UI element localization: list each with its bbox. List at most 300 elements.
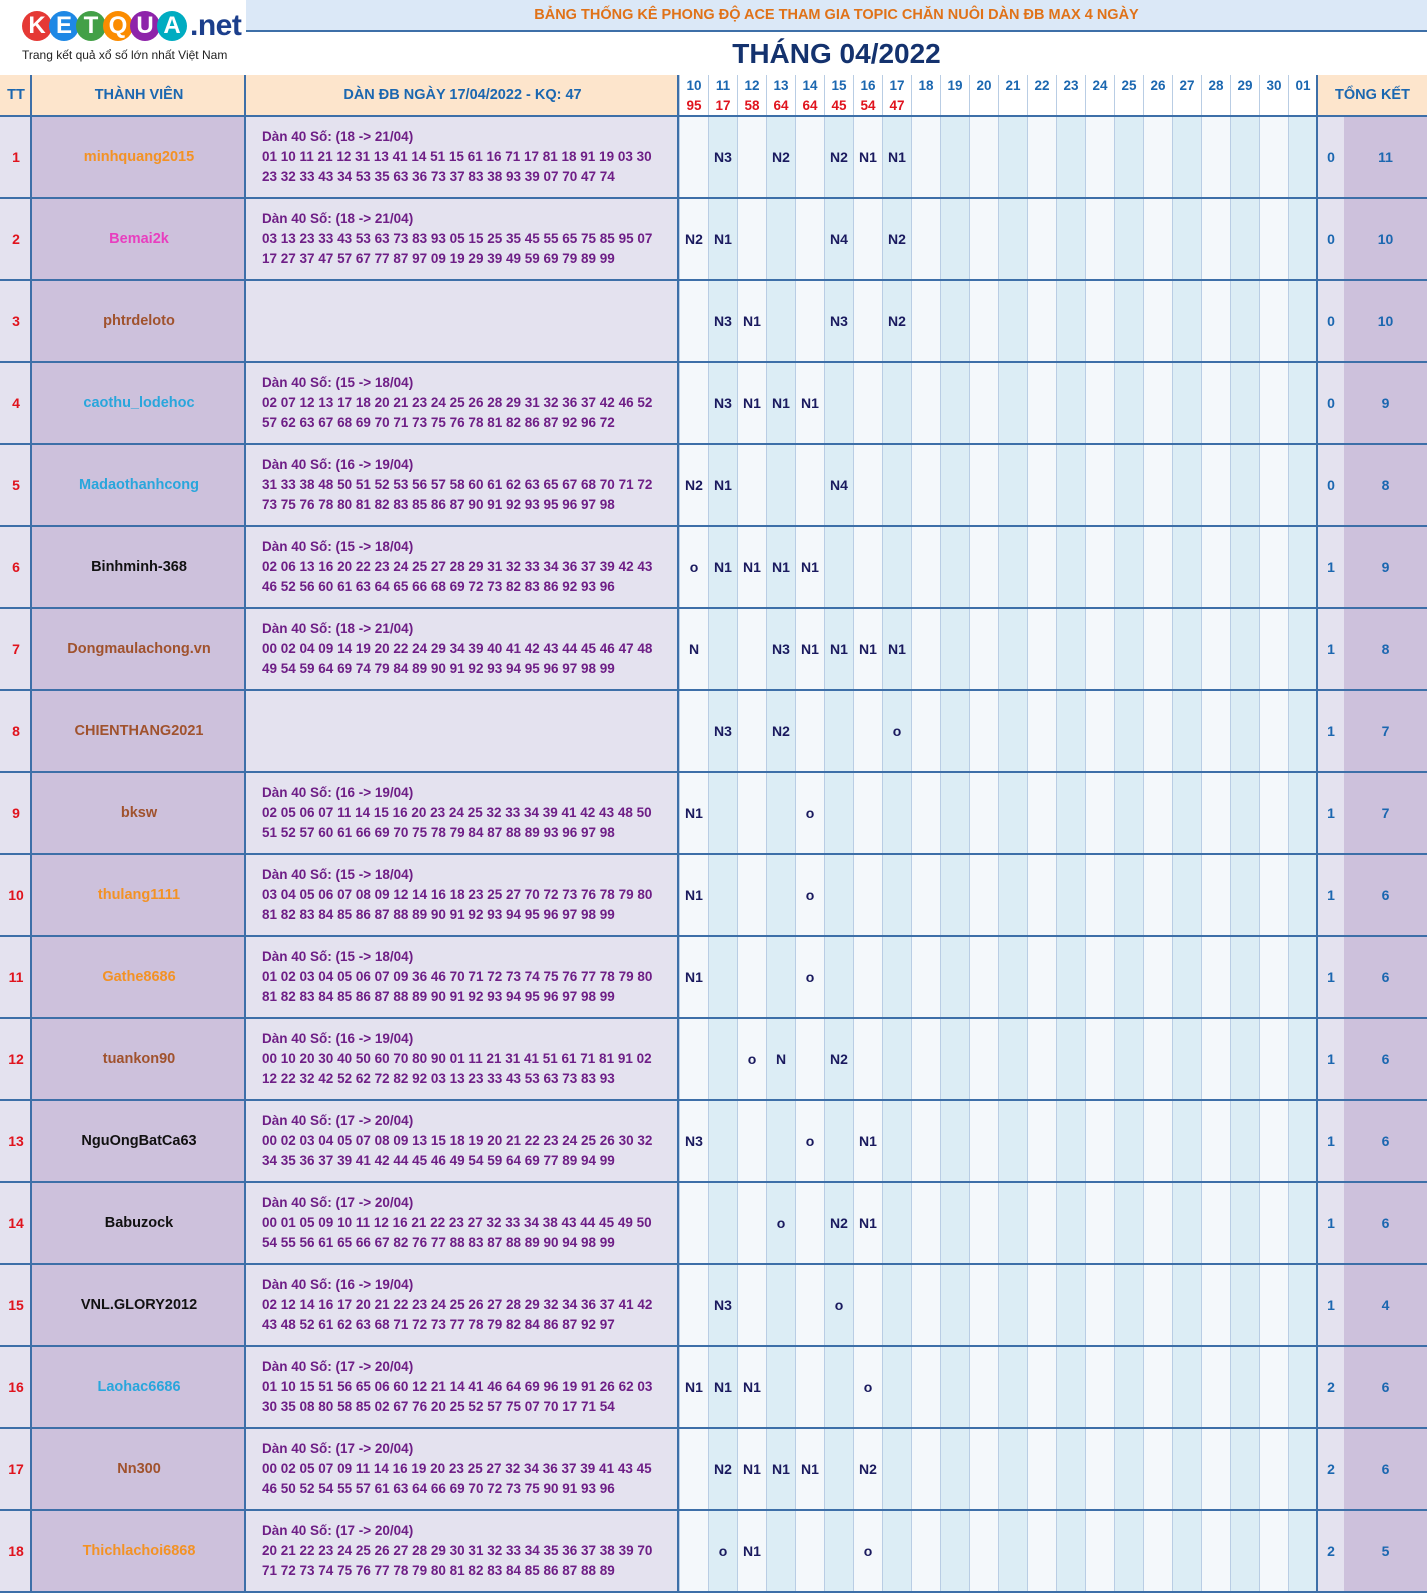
dan-text [262,1111,652,1171]
day-mark [766,1347,795,1427]
day-mark [1201,773,1230,853]
day-mark [969,855,998,935]
day-header: 22 [1027,75,1056,96]
day-mark [1230,1265,1259,1345]
day-mark [1172,937,1201,1017]
day-mark [1172,445,1201,525]
row-number: 7 [0,609,32,689]
day-mark [1143,773,1172,853]
day-header: 15 [824,75,853,96]
day-result [969,96,998,115]
day-mark: N2 [824,1183,853,1263]
day-mark [1201,937,1230,1017]
day-mark [882,937,911,1017]
dan-line2: 46 52 56 60 61 63 64 65 66 68 69 72 73 82 83 86 92 93 96 [262,579,615,594]
day-mark [853,363,882,443]
day-mark [1172,691,1201,771]
day-mark: N1 [679,855,708,935]
dan-text [262,1521,652,1581]
day-mark: o [766,1183,795,1263]
day-header: 14 [795,75,824,96]
day-mark [795,1019,824,1099]
summary-total: 6 [1344,1183,1427,1263]
day-mark [1143,1265,1172,1345]
row-number: 15 [0,1265,32,1345]
day-mark [1114,1183,1143,1263]
member-name: Madaothanhcong [32,445,246,525]
day-mark [766,445,795,525]
summary-misses: 2 [1318,1429,1344,1509]
summary-misses: 1 [1318,937,1344,1017]
day-mark [1114,445,1143,525]
dan-line2: 12 22 32 42 52 62 72 82 92 03 13 23 33 43 53 63 73 83 93 [262,1071,615,1086]
dan-line1: 02 07 12 13 17 18 20 21 23 24 25 26 28 29 31 32 36 37 42 46 52 [262,395,653,410]
dan-text [262,947,652,1007]
day-mark [795,199,824,279]
day-mark [998,1265,1027,1345]
dan-numbers [246,691,679,771]
day-mark: o [795,937,824,1017]
dan-line1: 01 10 11 21 12 31 13 41 14 51 15 61 16 71 17 81 18 91 19 03 30 [262,149,652,164]
day-mark [1259,199,1288,279]
header-dan: DÀN ĐB NGÀY 17/04/2022 - KQ: 47 [246,75,679,115]
day-result: 54 [853,96,882,115]
day-mark [1201,855,1230,935]
summary-misses: 1 [1318,1183,1344,1263]
day-mark [1085,691,1114,771]
row-number: 17 [0,1429,32,1509]
member-name: bksw [32,773,246,853]
day-mark [1201,1019,1230,1099]
summary-total: 10 [1344,199,1427,279]
dan-text [262,373,652,433]
day-header: 24 [1085,75,1114,96]
dan-title: Dàn 40 Số: (18 -> 21/04) [262,129,414,144]
day-mark [1085,1429,1114,1509]
day-mark [1056,1511,1085,1591]
day-mark [1085,199,1114,279]
day-mark [969,1511,998,1591]
dan-numbers [246,855,679,935]
dan-text [262,455,652,515]
dan-title: Dàn 40 Số: (17 -> 20/04) [262,1113,414,1128]
header-summary: TỔNG KẾT [1318,75,1427,115]
day-mark [824,363,853,443]
day-mark [824,1511,853,1591]
dan-line2: 71 72 73 74 75 76 77 78 79 80 81 82 83 84 85 86 87 88 89 [262,1563,615,1578]
day-mark: N1 [679,773,708,853]
day-mark [911,1429,940,1509]
day-mark [1172,1511,1201,1591]
day-mark [679,1265,708,1345]
day-mark [969,281,998,361]
summary-misses: 1 [1318,1019,1344,1099]
summary-total: 8 [1344,445,1427,525]
day-mark [766,1511,795,1591]
day-mark [1114,363,1143,443]
day-mark [1056,117,1085,197]
day-mark [1143,855,1172,935]
day-mark: N1 [737,1429,766,1509]
day-header: 16 [853,75,882,96]
day-mark [940,527,969,607]
dan-line2: 51 52 57 60 61 66 69 70 75 78 79 84 87 88 89 93 96 97 98 [262,825,615,840]
column-divider [1316,75,1318,1593]
member-name: Babuzock [32,1183,246,1263]
dan-title: Dàn 40 Số: (16 -> 19/04) [262,1031,414,1046]
day-mark: N1 [737,281,766,361]
day-mark: N2 [824,117,853,197]
day-mark [1201,117,1230,197]
logo-letter: Q [103,11,133,41]
dan-text [262,1439,652,1499]
day-mark [969,1019,998,1099]
member-name: Binhminh-368 [32,527,246,607]
day-result [1143,96,1172,115]
day-header: 28 [1201,75,1230,96]
day-mark [1114,527,1143,607]
day-mark [1288,773,1317,853]
day-mark: N3 [708,363,737,443]
day-mark [1288,691,1317,771]
dan-line1: 20 21 22 23 24 25 26 27 28 29 30 31 32 33 34 35 36 37 38 39 70 [262,1543,653,1558]
day-mark [940,281,969,361]
dan-title: Dàn 40 Số: (15 -> 18/04) [262,867,414,882]
day-mark [679,281,708,361]
day-mark [795,1511,824,1591]
row-number: 10 [0,855,32,935]
day-mark [1056,281,1085,361]
day-mark [1230,527,1259,607]
day-mark [940,773,969,853]
day-mark [1172,117,1201,197]
day-mark [969,691,998,771]
day-mark [1085,445,1114,525]
day-mark: N1 [737,527,766,607]
day-mark [1056,1265,1085,1345]
dan-text [262,865,652,925]
dan-title: Dàn 40 Số: (15 -> 18/04) [262,539,414,554]
dan-numbers [246,1511,679,1591]
day-mark [1056,937,1085,1017]
day-mark: N1 [824,609,853,689]
dan-line1: 01 02 03 04 05 06 07 09 36 46 70 71 72 73 74 75 76 77 78 79 80 [262,969,653,984]
day-mark [1114,1511,1143,1591]
day-mark [1027,1347,1056,1427]
summary-total: 6 [1344,1101,1427,1181]
day-mark [1230,445,1259,525]
day-mark [1230,199,1259,279]
month-title: THÁNG 04/2022 [246,32,1427,75]
day-mark [969,199,998,279]
day-mark [1027,117,1056,197]
day-mark [1085,855,1114,935]
day-mark [795,1265,824,1345]
day-mark [1201,691,1230,771]
day-mark: N2 [679,445,708,525]
day-mark [940,609,969,689]
day-result [1172,96,1201,115]
day-mark [998,855,1027,935]
day-mark [1114,691,1143,771]
day-mark: N1 [708,445,737,525]
dan-line1: 02 06 13 16 20 22 23 24 25 27 28 29 31 32 33 34 36 37 39 42 43 [262,559,653,574]
dan-numbers [246,1019,679,1099]
day-header: 10 [679,75,708,96]
day-mark: o [795,773,824,853]
day-mark [998,117,1027,197]
day-mark [1172,1265,1201,1345]
day-mark [737,1101,766,1181]
day-mark [1259,691,1288,771]
day-mark [795,117,824,197]
day-mark [969,1265,998,1345]
dan-numbers [246,281,679,361]
day-mark: o [708,1511,737,1591]
dan-text [262,619,652,679]
day-result [1230,96,1259,115]
day-header: 18 [911,75,940,96]
day-mark [1114,281,1143,361]
day-result [911,96,940,115]
day-mark [911,445,940,525]
row-number: 12 [0,1019,32,1099]
day-mark [737,117,766,197]
day-mark: N3 [708,117,737,197]
dan-title: Dàn 40 Số: (17 -> 20/04) [262,1523,414,1538]
day-mark [882,1511,911,1591]
row-number: 3 [0,281,32,361]
day-result: 47 [882,96,911,115]
column-divider [677,75,679,1593]
summary-total: 9 [1344,363,1427,443]
logo-wordmark [22,6,241,46]
day-mark [853,1265,882,1345]
day-mark [1201,1101,1230,1181]
day-mark [911,527,940,607]
day-mark [1085,937,1114,1017]
day-mark [853,527,882,607]
member-name: Bemai2k [32,199,246,279]
day-mark [824,1347,853,1427]
day-mark [853,281,882,361]
day-mark [1201,1347,1230,1427]
day-mark [1143,117,1172,197]
dan-title: Dàn 40 Số: (18 -> 21/04) [262,211,414,226]
header-tt: TT [0,75,32,115]
day-mark [1259,1347,1288,1427]
day-mark [1143,445,1172,525]
day-mark [911,117,940,197]
day-mark [940,1019,969,1099]
dan-text [262,1275,652,1335]
day-mark [1259,937,1288,1017]
summary-misses: 1 [1318,609,1344,689]
day-mark: N [679,609,708,689]
day-mark [1230,1511,1259,1591]
day-mark: N1 [853,609,882,689]
day-mark [1172,1101,1201,1181]
day-mark [911,937,940,1017]
day-mark [1143,937,1172,1017]
dan-title: Dàn 40 Số: (16 -> 19/04) [262,1277,414,1292]
dan-line2: 57 62 63 67 68 69 70 71 73 75 76 78 81 82 86 87 92 96 72 [262,415,615,430]
day-mark [824,855,853,935]
day-mark [1259,363,1288,443]
day-mark [1259,527,1288,607]
day-mark [737,199,766,279]
day-mark [940,363,969,443]
day-result [940,96,969,115]
day-mark [1172,1019,1201,1099]
day-mark [1027,199,1056,279]
day-mark [737,445,766,525]
day-mark [1230,1183,1259,1263]
day-mark [679,1183,708,1263]
day-result [1027,96,1056,115]
day-mark [969,1347,998,1427]
member-name: Thichlachoi6868 [32,1511,246,1591]
day-mark [911,1019,940,1099]
dan-title: Dàn 40 Số: (16 -> 19/04) [262,457,414,472]
logo-letter: U [130,11,160,41]
day-mark [940,117,969,197]
dan-numbers [246,363,679,443]
day-mark [1114,937,1143,1017]
day-mark: N1 [795,1429,824,1509]
day-mark [1114,1019,1143,1099]
day-mark [940,1429,969,1509]
day-header: 11 [708,75,737,96]
day-mark [1230,1101,1259,1181]
dan-line1: 02 12 14 16 17 20 21 22 23 24 25 26 27 28 29 32 34 36 37 41 42 [262,1297,653,1312]
day-mark [1288,199,1317,279]
dan-title: Dàn 40 Số: (15 -> 18/04) [262,375,414,390]
dan-numbers [246,1429,679,1509]
day-mark [737,609,766,689]
day-mark [1172,773,1201,853]
day-mark: N3 [824,281,853,361]
day-mark [1172,1429,1201,1509]
member-name: NguOngBatCa63 [32,1101,246,1181]
day-mark [1027,445,1056,525]
day-mark: o [853,1347,882,1427]
day-mark [1201,281,1230,361]
dan-text [262,1029,652,1089]
dan-numbers [246,937,679,1017]
day-mark [1143,199,1172,279]
day-mark [1114,117,1143,197]
summary-misses: 0 [1318,445,1344,525]
day-mark [969,117,998,197]
day-mark [1143,609,1172,689]
dan-title: Dàn 40 Số: (15 -> 18/04) [262,949,414,964]
day-header: 30 [1259,75,1288,96]
day-mark [1143,1019,1172,1099]
day-mark [1114,773,1143,853]
day-mark [1201,445,1230,525]
day-mark [737,773,766,853]
day-mark [824,773,853,853]
day-mark [1201,1265,1230,1345]
day-mark [998,691,1027,771]
day-mark [1230,937,1259,1017]
row-number: 14 [0,1183,32,1263]
day-mark [911,609,940,689]
day-mark [679,1429,708,1509]
dan-numbers [246,1347,679,1427]
day-mark: N2 [882,199,911,279]
dan-text [262,1193,652,1253]
day-mark [969,773,998,853]
day-mark [679,691,708,771]
day-mark [795,691,824,771]
summary-misses: 2 [1318,1347,1344,1427]
day-mark [1201,363,1230,443]
banner-title: BẢNG THỐNG KÊ PHONG ĐỘ ACE THAM GIA TOPIC CHĂN NUÔI DÀN ĐB MAX 4 NGÀY [246,0,1427,32]
day-mark [1172,609,1201,689]
day-mark [1172,1183,1201,1263]
logo-suffix: .net [190,9,242,42]
day-mark [1288,1101,1317,1181]
day-mark [1056,199,1085,279]
day-mark: N1 [853,117,882,197]
member-name: Nn300 [32,1429,246,1509]
day-mark: N1 [882,609,911,689]
day-mark [1114,1101,1143,1181]
day-mark [1172,1347,1201,1427]
day-mark [708,1183,737,1263]
summary-misses: 1 [1318,773,1344,853]
day-result [1056,96,1085,115]
day-mark [708,609,737,689]
day-mark [1056,1019,1085,1099]
dan-line2: 43 48 52 61 62 63 68 71 72 73 77 78 79 82 84 86 87 92 97 [262,1317,615,1332]
day-mark [1143,1347,1172,1427]
day-mark [1027,691,1056,771]
day-mark [1201,527,1230,607]
day-mark [911,281,940,361]
day-mark [1085,1265,1114,1345]
row-number: 1 [0,117,32,197]
day-mark: N2 [766,691,795,771]
day-result [1259,96,1288,115]
ketqua-logo[interactable] [0,0,247,75]
dan-text [262,209,652,269]
day-mark [679,1511,708,1591]
day-mark [1259,609,1288,689]
dan-numbers [246,1101,679,1181]
summary-misses: 1 [1318,1265,1344,1345]
day-mark [737,855,766,935]
day-mark: N2 [882,281,911,361]
day-mark: N1 [795,609,824,689]
member-name: CHIENTHANG2021 [32,691,246,771]
day-mark [853,199,882,279]
dan-text [262,127,652,187]
day-mark [853,691,882,771]
day-mark [766,1265,795,1345]
day-mark [708,855,737,935]
dan-numbers [246,1183,679,1263]
day-mark: N1 [853,1183,882,1263]
member-name: tuankon90 [32,1019,246,1099]
day-mark [882,363,911,443]
day-mark [1230,281,1259,361]
summary-total: 6 [1344,855,1427,935]
day-mark [1201,1429,1230,1509]
day-header: 20 [969,75,998,96]
